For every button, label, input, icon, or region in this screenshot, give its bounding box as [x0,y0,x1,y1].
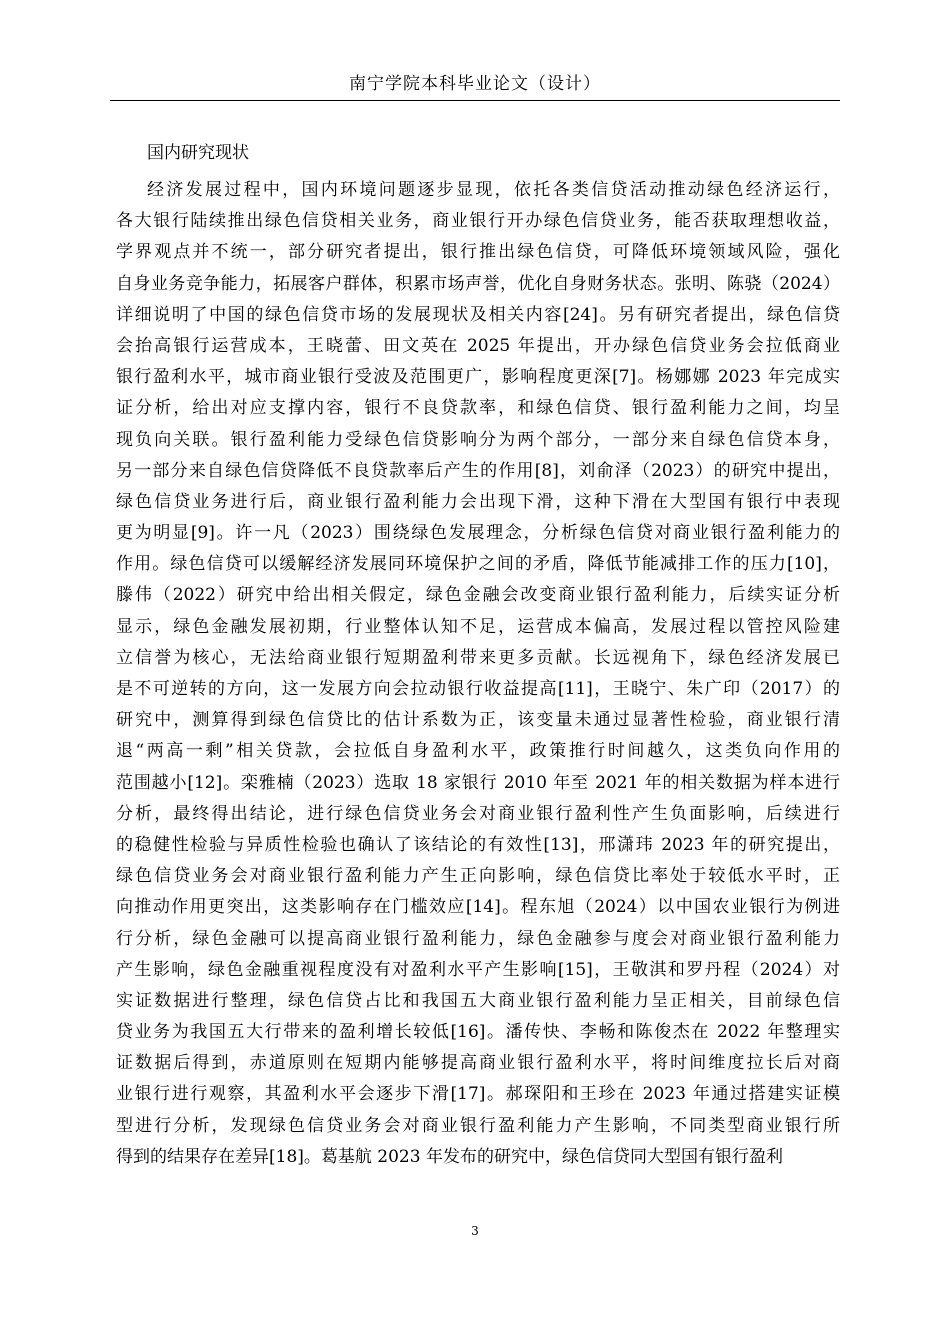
paragraph-line: 研究中，测算得到绿色信贷比的估计系数为正，该变量未通过显著性检验，商业银行清 [116,710,840,731]
page-number: 3 [471,1224,479,1238]
paragraph-line: 绿色信贷业务进行后，商业银行盈利能力会出现下滑，这种下滑在大型国有银行中表现 [116,491,840,512]
paragraph-line: 的稳健性检验与异质性检验也确认了该结论的有效性[13]，邢潇玮 2023 年的研究提出， [116,834,840,855]
paragraph-line: 会抬高银行运营成本，王晓蕾、田文英在 2025 年提出，开办绿色信贷业务会拉低商业 [116,335,840,356]
paragraph-line: 立信誉为核心，无法给商业银行短期盈利带来更多贡献。长远视角下，绿色经济发展已 [116,647,840,668]
paragraph-line: 经济发展过程中，国内环境问题逐步显现，依托各类信贷活动推动绿色经济运行， [147,180,840,200]
paragraph-line: 作用。绿色信贷可以缓解经济发展同环境保护之间的矛盾，降低节能减排工作的压力[10]， [116,554,840,575]
paragraph-line: 绿色信贷业务会对商业银行盈利能力产生正向影响，绿色信贷比率处于较低水平时，正 [116,866,840,887]
paragraph-line: 分析，最终得出结论，进行绿色信贷业务会对商业银行盈利性产生负面影响，后续进行 [116,803,840,824]
paragraph-line: 退“两高一剩”相关贷款，会拉低自身盈利水平，政策推行时间越久，这类负向作用的 [116,741,840,762]
paragraph-line: 型进行分析，发现绿色信贷业务会对商业银行盈利能力产生影响，不同类型商业银行所 [116,1115,840,1136]
paragraph-line: 得到的结果存在差异[18]。葛基航 2023 年发布的研究中，绿色信贷同大型国有银行盈利 [116,1146,783,1167]
paragraph-line: 学界观点并不统一，部分研究者提出，银行推出绿色信贷，可降低环境领域风险，强化 [116,242,840,263]
header-rule [110,100,840,101]
paragraph-line: 向推动作用更突出，这类影响存在门槛效应[14]。程东旭（2024）以中国农业银行为例进 [116,897,840,918]
paragraph-line: 是不可逆转的方向，这一发展方向会拉动银行收益提高[11]，王晓宁、朱广印（2017）的 [116,679,840,699]
running-header: 南宁学院本科毕业论文（设计） [349,74,601,94]
paragraph-line: 另一部分来自绿色信贷降低不良贷款率后产生的作用[8]，刘俞泽（2023）的研究中提出， [116,460,840,481]
paragraph-line: 现负向关联。银行盈利能力受绿色信贷影响分为两个部分，一部分来自绿色信贷本身， [116,429,840,450]
paragraph-line: 实证数据进行整理，绿色信贷占比和我国五大商业银行盈利能力呈正相关，目前绿色信 [116,990,840,1011]
paragraph-line: 显示，绿色金融发展初期，行业整体认知不足，运营成本偏高，发展过程以管控风险建 [116,616,840,637]
paragraph-line: 证数据后得到，赤道原则在短期内能够提高商业银行盈利水平，将时间维度拉长后对商 [116,1053,840,1074]
section-heading: 国内研究现状 [147,143,249,163]
paragraph-line: 更为明显[9]。许一凡（2023）围绕绿色发展理念，分析绿色信贷对商业银行盈利能力的 [116,523,840,544]
paragraph-line: 各大银行陆续推出绿色信贷相关业务，商业银行开办绿色信贷业务，能否获取理想收益， [116,211,840,232]
body-paragraph [116,175,840,1173]
paragraph-line: 业银行进行观察，其盈利水平会逐步下滑[17]。郝琛阳和王珍在 2023 年通过搭建实证模 [116,1084,840,1105]
paragraph-line: 滕伟（2022）研究中给出相关假定，绿色金融会改变商业银行盈利能力，后续实证分析 [116,585,840,606]
paragraph-line: 范围越小[12]。栾雅楠（2023）选取 18 家银行 2010 年至 2021 年的相关数据为样本进行 [116,772,840,793]
paragraph-line: 贷业务为我国五大行带来的盈利增长较低[16]。潘传快、李畅和陈俊杰在 2022 年整理实 [116,1022,840,1043]
paragraph-line: 自身业务竞争能力，拓展客户群体，积累市场声誉，优化自身财务状态。张明、陈骁（2024） [116,273,840,294]
paragraph-line: 证分析，给出对应支撑内容，银行不良贷款率，和绿色信贷、银行盈利能力之间，均呈 [116,398,840,419]
paragraph-line: 详细说明了中国的绿色信贷市场的发展现状及相关内容[24]。另有研究者提出，绿色信贷 [116,304,840,325]
paragraph-line: 产生影响，绿色金融重视程度没有对盈利水平产生影响[15]，王敬淇和罗丹程（2024）对 [116,959,840,980]
paragraph-line: 行分析，绿色金融可以提高商业银行盈利能力，绿色金融参与度会对商业银行盈利能力 [116,928,840,949]
paragraph-line: 银行盈利水平，城市商业银行受波及范围更广，影响程度更深[7]。杨娜娜 2023 年完成实 [116,367,840,388]
